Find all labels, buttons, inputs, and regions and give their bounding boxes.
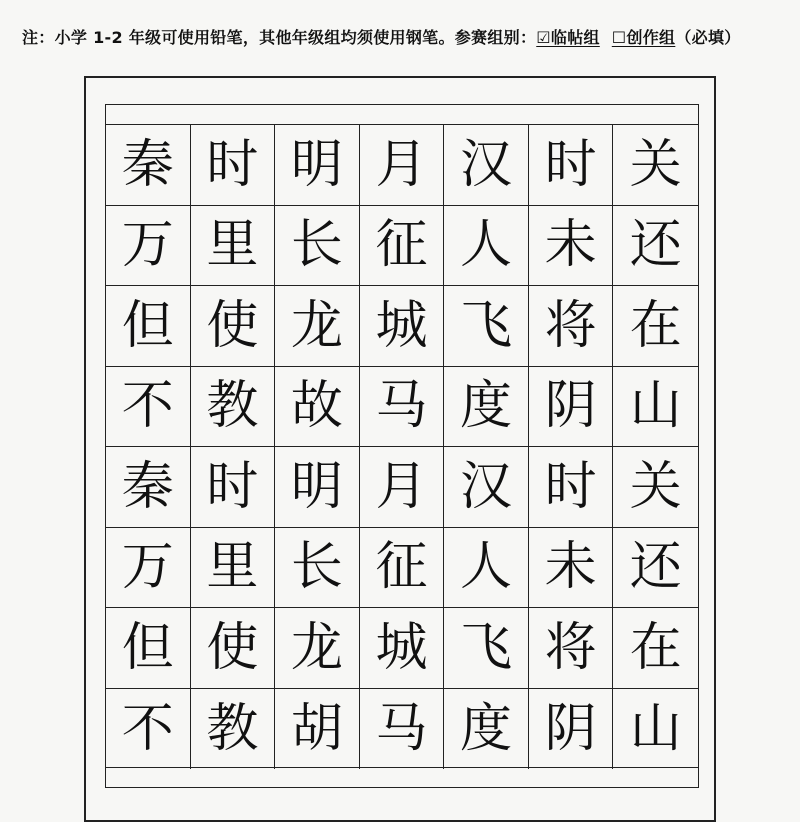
character-cell: 山 [629,698,682,759]
character-cell: 龙 [275,286,360,367]
character-cell: 龙 [275,608,360,689]
character-cell: 明 [275,125,360,206]
character-cell: 度 [444,689,529,770]
character-cell: 时 [191,447,276,528]
character-cell: 秦 [106,125,191,206]
character-cell: 将 [529,608,614,689]
option-create-checkbox[interactable]: ☐创作组 [611,28,676,47]
character-cell: 未 [529,206,614,287]
character-cell: 在 [613,608,698,689]
character-cell: 时 [529,125,614,206]
character-cell: 使 [191,608,276,689]
required-label: （必填） [675,28,741,47]
option-copy-checkbox[interactable]: ☑临帖组 [536,28,600,47]
character-grid [106,125,698,769]
character-cell: 故 [275,367,360,448]
character-cell: 胡 [275,689,360,770]
character-cell: 度 [444,367,529,448]
character-cell: 马 [360,367,445,448]
character-cell: 在 [613,286,698,367]
character-cell: 使 [191,286,276,367]
character-cell: 不 [106,367,191,448]
character-cell: 秦 [106,447,191,528]
character-cell: 还 [613,528,698,609]
character-cell: 马 [360,689,445,770]
character-cell: 城 [360,608,445,689]
character-cell: 未 [529,528,614,609]
character-cell: 时 [529,447,614,528]
character-cell: 飞 [444,286,529,367]
character-cell: 人 [444,206,529,287]
character-cell: 汉 [444,125,529,206]
character-cell: 里 [191,528,276,609]
group-options [536,28,675,47]
character-cell: 时 [191,125,276,206]
character-cell: 阴 [529,689,614,770]
character-cell: 征 [360,206,445,287]
character-cell: 人 [444,528,529,609]
note-text: 注：小学 1-2 年级可使用铅笔，其他年级组均须使用钢笔。参赛组别： [22,28,537,47]
character-cell: 汉 [444,447,529,528]
writing-sheet [105,104,699,788]
character-cell: 还 [613,206,698,287]
character-cell: 月 [360,125,445,206]
character-cell: 教 [191,689,276,770]
top-margin-band [106,105,698,125]
character-cell: 征 [360,528,445,609]
character-cell: 阴 [529,367,614,448]
character-cell: 城 [360,286,445,367]
character-cell: 将 [529,286,614,367]
character-cell: 万 [106,206,191,287]
character-cell: 关 [613,447,698,528]
character-cell: 关 [613,125,698,206]
instruction-note [22,25,792,48]
character-cell: 月 [360,447,445,528]
character-cell: 山 [613,367,698,448]
character-cell: 长 [275,528,360,609]
character-cell: 教 [191,367,276,448]
character-cell: 里 [191,206,276,287]
character-cell: 长 [275,206,360,287]
character-cell: 但 [106,608,191,689]
character-cell: 万 [106,528,191,609]
character-cell: 明 [275,447,360,528]
bottom-margin-band [106,767,698,787]
character-cell: 不 [106,689,191,770]
character-cell: 飞 [444,608,529,689]
character-cell: 但 [106,286,191,367]
